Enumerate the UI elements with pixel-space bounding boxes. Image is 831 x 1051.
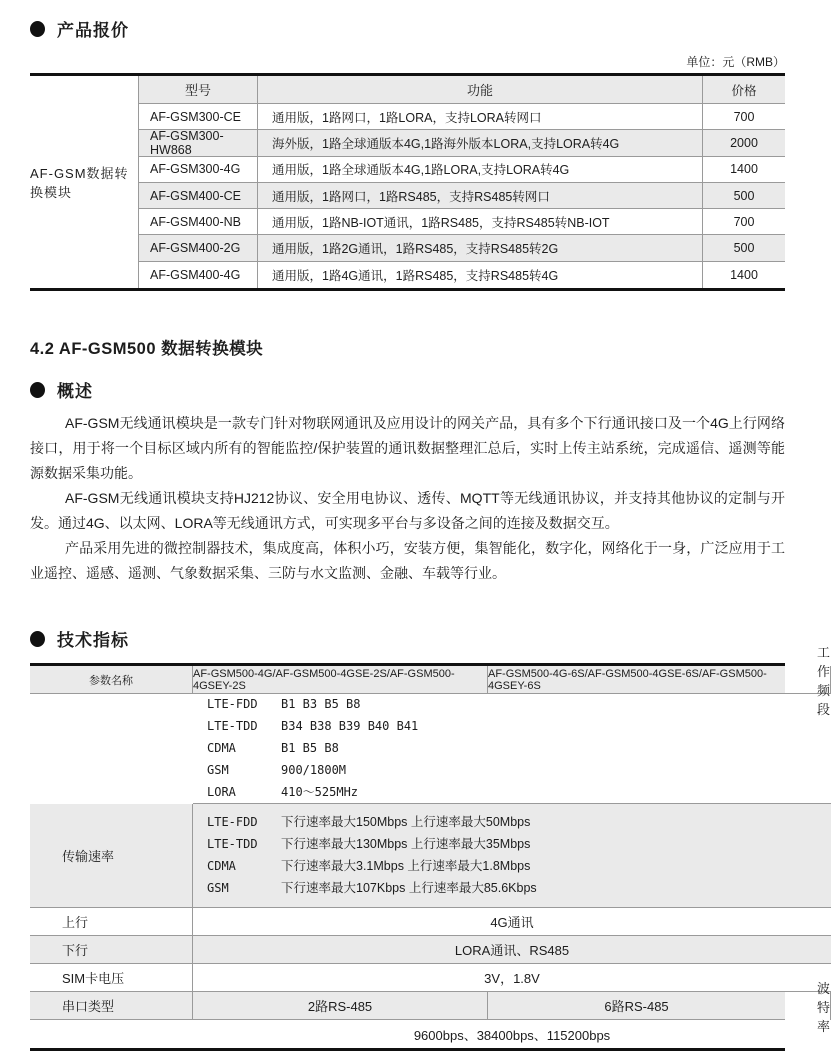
rate-line: GSM 下行速率最大107Kbps 上行速率最大85.6Kbps (207, 881, 537, 896)
section-heading: 4.2 AF-GSM500 数据转换模块 (30, 340, 264, 359)
specs-table (30, 644, 831, 1051)
spec-value-serial-2s: 2路RS-485 (193, 992, 488, 1020)
price-cell: 500 (703, 235, 785, 261)
spec-value-frequency (193, 694, 831, 804)
price-cell: 1400 (730, 267, 758, 282)
spec-label: 波特率 (785, 992, 831, 1020)
spec-header-param: 参数名称 (30, 666, 193, 694)
pricing-title: 产品报价 (57, 21, 129, 40)
spec-label: 串口类型 (30, 992, 193, 1020)
price-cell: 2000 (703, 130, 785, 156)
price-cell: 500 (703, 183, 785, 209)
pricing-table (30, 73, 785, 291)
overview-title: 概述 (57, 382, 93, 402)
paragraph: AF-GSM无线通讯模块是一款专门针对物联网通讯及应用设计的网关产品，具有多个下行通讯接口及一个4G上行网络接口，用于将一个目标区域内所有的智能监控/保护装置的通讯数据整理汇总后，实时上传主站系统，完成遥信、遥测等能源数据采集功能。 (30, 415, 785, 482)
overview-paragraphs (30, 411, 785, 586)
price-cell: 1400 (703, 157, 785, 183)
function-cell: 海外版，1路全球通版本4G,1路海外版本LORA,支持LORA转4G (258, 130, 703, 156)
spec-header-model-6s: AF-GSM500-4G-6S/AF-GSM500-4GSE-6S/AF-GSM500-4GSEY-6S (488, 666, 785, 694)
spec-value-uplink: 4G通讯 (193, 908, 831, 936)
function-cell: 通用版，1路4G通讯，1路RS485，支持RS485转4G (258, 262, 703, 288)
paragraph: 产品采用先进的微控制器技术，集成度高，体积小巧，安装方便，集智能化，数字化，网络化于一身，广泛应用于工业遥控、遥感、遥测、气象数据采集、三防与水文监测、金融、车载等行业。 (30, 540, 785, 582)
column-header-model: 型号 (138, 76, 258, 104)
spec-value-baud: 9600bps、38400bps、115200bps (413, 1027, 611, 1043)
specs-section-heading (30, 626, 785, 651)
spec-label: 工作频段 (785, 666, 831, 694)
bullet-icon (30, 382, 45, 398)
model-cell: AF-GSM300-HW868 (138, 130, 258, 156)
spec-value-sim: 3V，1.8V (193, 964, 831, 992)
model-cell: AF-GSM300-CE (138, 104, 258, 130)
freq-line: LTE-TDD B34 B38 B39 B40 B41 (207, 719, 419, 734)
price-cell: 700 (703, 104, 785, 130)
function-cell: 通用版，1路网口，1路RS485，支持RS485转网口 (258, 183, 703, 209)
pricing-group-label: AF-GSM数据转换模块 (30, 166, 129, 201)
unit-note: 单位：元（RMB） (686, 55, 785, 69)
price-cell: 700 (703, 209, 785, 235)
specs-title: 技术指标 (57, 631, 129, 651)
pricing-section-heading (30, 16, 785, 41)
function-cell: 通用版，1路全球通版本4G,1路LORA,支持LORA转4G (258, 157, 703, 183)
function-cell: 通用版，1路网口，1路LORA，支持LORA转网口 (258, 104, 703, 130)
spec-label: SIM卡电压 (30, 964, 193, 992)
rate-line: LTE-FDD 下行速率最大150Mbps 上行速率最大50Mbps (207, 815, 531, 830)
spec-value-rate (193, 804, 831, 908)
column-header-function: 功能 (258, 76, 703, 104)
spec-label: 上行 (30, 908, 193, 936)
spec-header-model-2s: AF-GSM500-4G/AF-GSM500-4GSE-2S/AF-GSM500-4GSEY-2S (193, 666, 488, 694)
model-cell: AF-GSM300-4G (138, 157, 258, 183)
freq-line: CDMA B1 B5 B8 (207, 741, 339, 756)
spec-label: 传输速率 (30, 804, 193, 908)
freq-line: LTE-FDD B1 B3 B5 B8 (207, 697, 361, 712)
model-cell: AF-GSM400-NB (138, 209, 258, 235)
spec-label: 下行 (30, 936, 193, 964)
bullet-icon (30, 21, 45, 37)
paragraph: AF-GSM无线通讯模块支持HJ212协议、安全用电协议、透传、MQTT等无线通讯协议，并支持其他协议的定制与开发。通过4G、以太网、LORA等无线通讯方式，可实现多平台与多设备之间的连接及数据交互。 (30, 490, 785, 532)
spec-value-downlink: LORA通讯、RS485 (193, 936, 831, 964)
model-cell: AF-GSM400-4G (138, 262, 258, 288)
document-page (30, 16, 831, 1051)
bullet-icon (30, 631, 45, 647)
freq-line: GSM 900/1800M (207, 763, 347, 778)
column-header-price: 价格 (703, 76, 785, 104)
rate-line: LTE-TDD 下行速率最大130Mbps 上行速率最大35Mbps (207, 837, 531, 852)
function-cell: 通用版，1路NB-IOT通讯，1路RS485，支持RS485转NB-IOT (258, 209, 703, 235)
freq-line: LORA 410～525MHz (207, 785, 359, 800)
function-cell: 通用版，1路2G通讯，1路RS485，支持RS485转2G (258, 235, 703, 261)
spec-value-serial-6s: 6路RS-485 (488, 992, 785, 1020)
model-cell: AF-GSM400-2G (138, 235, 258, 261)
model-cell: AF-GSM400-CE (138, 183, 258, 209)
rate-line: CDMA 下行速率最大3.1Mbps 上行速率最大1.8Mbps (207, 859, 531, 874)
overview-section-heading (30, 377, 785, 402)
